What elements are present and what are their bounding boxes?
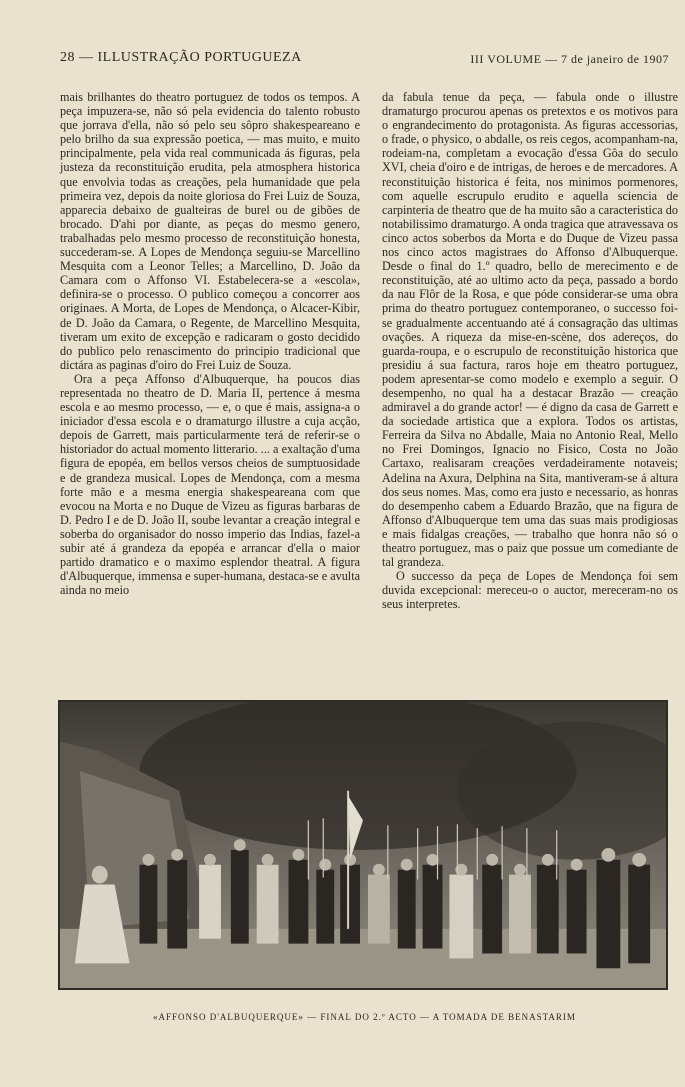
paragraph: da fabula tenue da peça, — fabula onde o illustre dramaturgo procurou apenas os pretextos e os motivos para o engrandecimento do protagonista. As figuras accessorias, o frade, o physico, o abdalle, os reis cegos, acompanham-na, rodeiam-na, completam a evocação d'essa Gôa do seculo XVI, cheia d'oiro e de intrigas, de heroes e de mercadores. A reconstituição historica é feita, nos minimos pormenores, com aquelle escrupulo erudito e aquella sciencia de carpinteria de theatro que de ha muito são a caracteristica do notabilissimo dramaturgo. A onda tragica que atravessava os cinco actos soberbos da Morta e do Duque de Vizeu passa nos cinco actos magistraes do Affonso d'Albuquerque. Desde o final do 1.º quadro, bello de merecimento e de reconstituição, até ao ultimo acto da peça, passado a bordo da nau Flôr de la Rosa, e que póde considerar-se uma obra prima do theatro portuguez contemporaneo, o successo foi-se gradualmente accentuando até á consagração das ultimas ovações. A riqueza da mise-en-scène, dos adereços, do guarda-roupa, e o escrupulo de reconstituição historica que presidiu á sua factura, raros hoje em theatro portuguez, podem apresentar-se como modelo e exemplo a seguir. O desempenho, no qual ha a destacar Brazão — creação admiravel a do grande actor! — é digno da casa de Garrett e da sociedade artistica que a explora. Todos os artistas, Ferreira da Silva no Abdalle, Maia no Antonio Real, Mello no Frei Domingos, Ignacio no Fisico, Costa no João Cartaxo, realisaram creações verdadeiramente notaveis; Adelina na Axura, Delphina na Sita, mantiveram-se á altura dos seus nomes. Mas, como era justo e necessario, as honras do desempenho cabem a Eduardo Brazão, que na figura de Affonso d'Albuquerque tem uma das suas mais prodigiosas e mais fidalgas creações, — trabalho que honra não só o theatro portuguez, mas o paiz que possue um comediante de tal grandeza.: [382, 90, 678, 570]
running-header: [60, 50, 669, 72]
page-number-and-title: 28 — ILLUSTRAÇÃO PORTUGUEZA: [60, 50, 302, 65]
paragraph: Ora a peça Affonso d'Albuquerque, ha poucos dias representada no theatro de D. Maria II, pertence á mesma escola e ao mesmo processo, — e, o que é mais, assigna-a o iniciador d'essa escola e o dramaturgo illustre a cuja acção, depois de Garrett, mais particularmente terá de referir-se o historiador do actual momento litterario. ... a exaltação d'uma figura de epopéa, em bellos versos cheios de sumptuosidade e de grandeza musical. Lopes de Mendonça, com a mesma forte mão e a mesma energia shakespeareana com que evocou na Morta e no Duque de Vizeu as figuras barbaras de D. Pedro I e de D. João II, soube levantar a creação integral e soberba do organisador do nosso imperio das Indias, fazel-a subir até á grandeza da epopéa e arrancar d'ella o maior partido dramatico e o maximo esplendor theatral. A figura d'Albuquerque, immensa e super-humana, destaca-se e avulta ainda no meio: [60, 371, 360, 598]
volume-and-date: III VOLUME — 7 de janeiro de 1907: [470, 52, 669, 66]
paragraph: mais brilhantes do theatro portuguez de todos os tempos. A peça impuzera-se, não só pela evidencia do talento robusto que jorrava d'ella, não só pelo seu sôpro shakespeareano e pelo brilho da sua expressão poetica, — mas muito, e muito principalmente, pela vida real communicada ás figuras, pela justeza da reconstituição erudita, pela atmosphera historica que envolvia todas as creações, pela humanidade que pela primeira vez, depois da noite gloriosa do Frei Luiz de Souza, apparecia debaixo de gualteiras de burel ou de gibões de brocado. D'ahi por diante, as peças do mesmo genero, trabalhadas pelo mesmo processo de reconstituição honesta, succederam-se. A Lopes de Mendonça seguiu-se Marcellino Mesquita com a Leonor Telles; a Marcellino, D. João da Camara com o Affonso VI. Estabelecera-se a «escola», definira-se o processo. O publico começou a concorrer aos originaes. A Morta, de Lopes de Mendonça, o Alcacer-Kibir, de D. João da Camara, o Regente, de Marcellino Mesquita, tiveram um exito de excepção e radicaram o gosto decidido do publico pelo renascimento do principio tradicional que dictára as paginas d'oiro do Frei Luiz de Souza.: [60, 90, 360, 372]
left-text-column: [60, 90, 360, 597]
stage-scene-illustration: [60, 702, 666, 988]
paragraph: O successo da peça de Lopes de Mendonça foi sem duvida excepcional: mereceu-o o auctor, mereceram-no os seus interpretes.: [382, 569, 678, 612]
stage-photograph: [58, 700, 668, 990]
photo-caption: «AFFONSO D'ALBUQUERQUE» — FINAL DO 2.º ACTO — A TOMADA DE BENASTARIM: [153, 1012, 576, 1022]
right-text-column: [382, 90, 678, 611]
